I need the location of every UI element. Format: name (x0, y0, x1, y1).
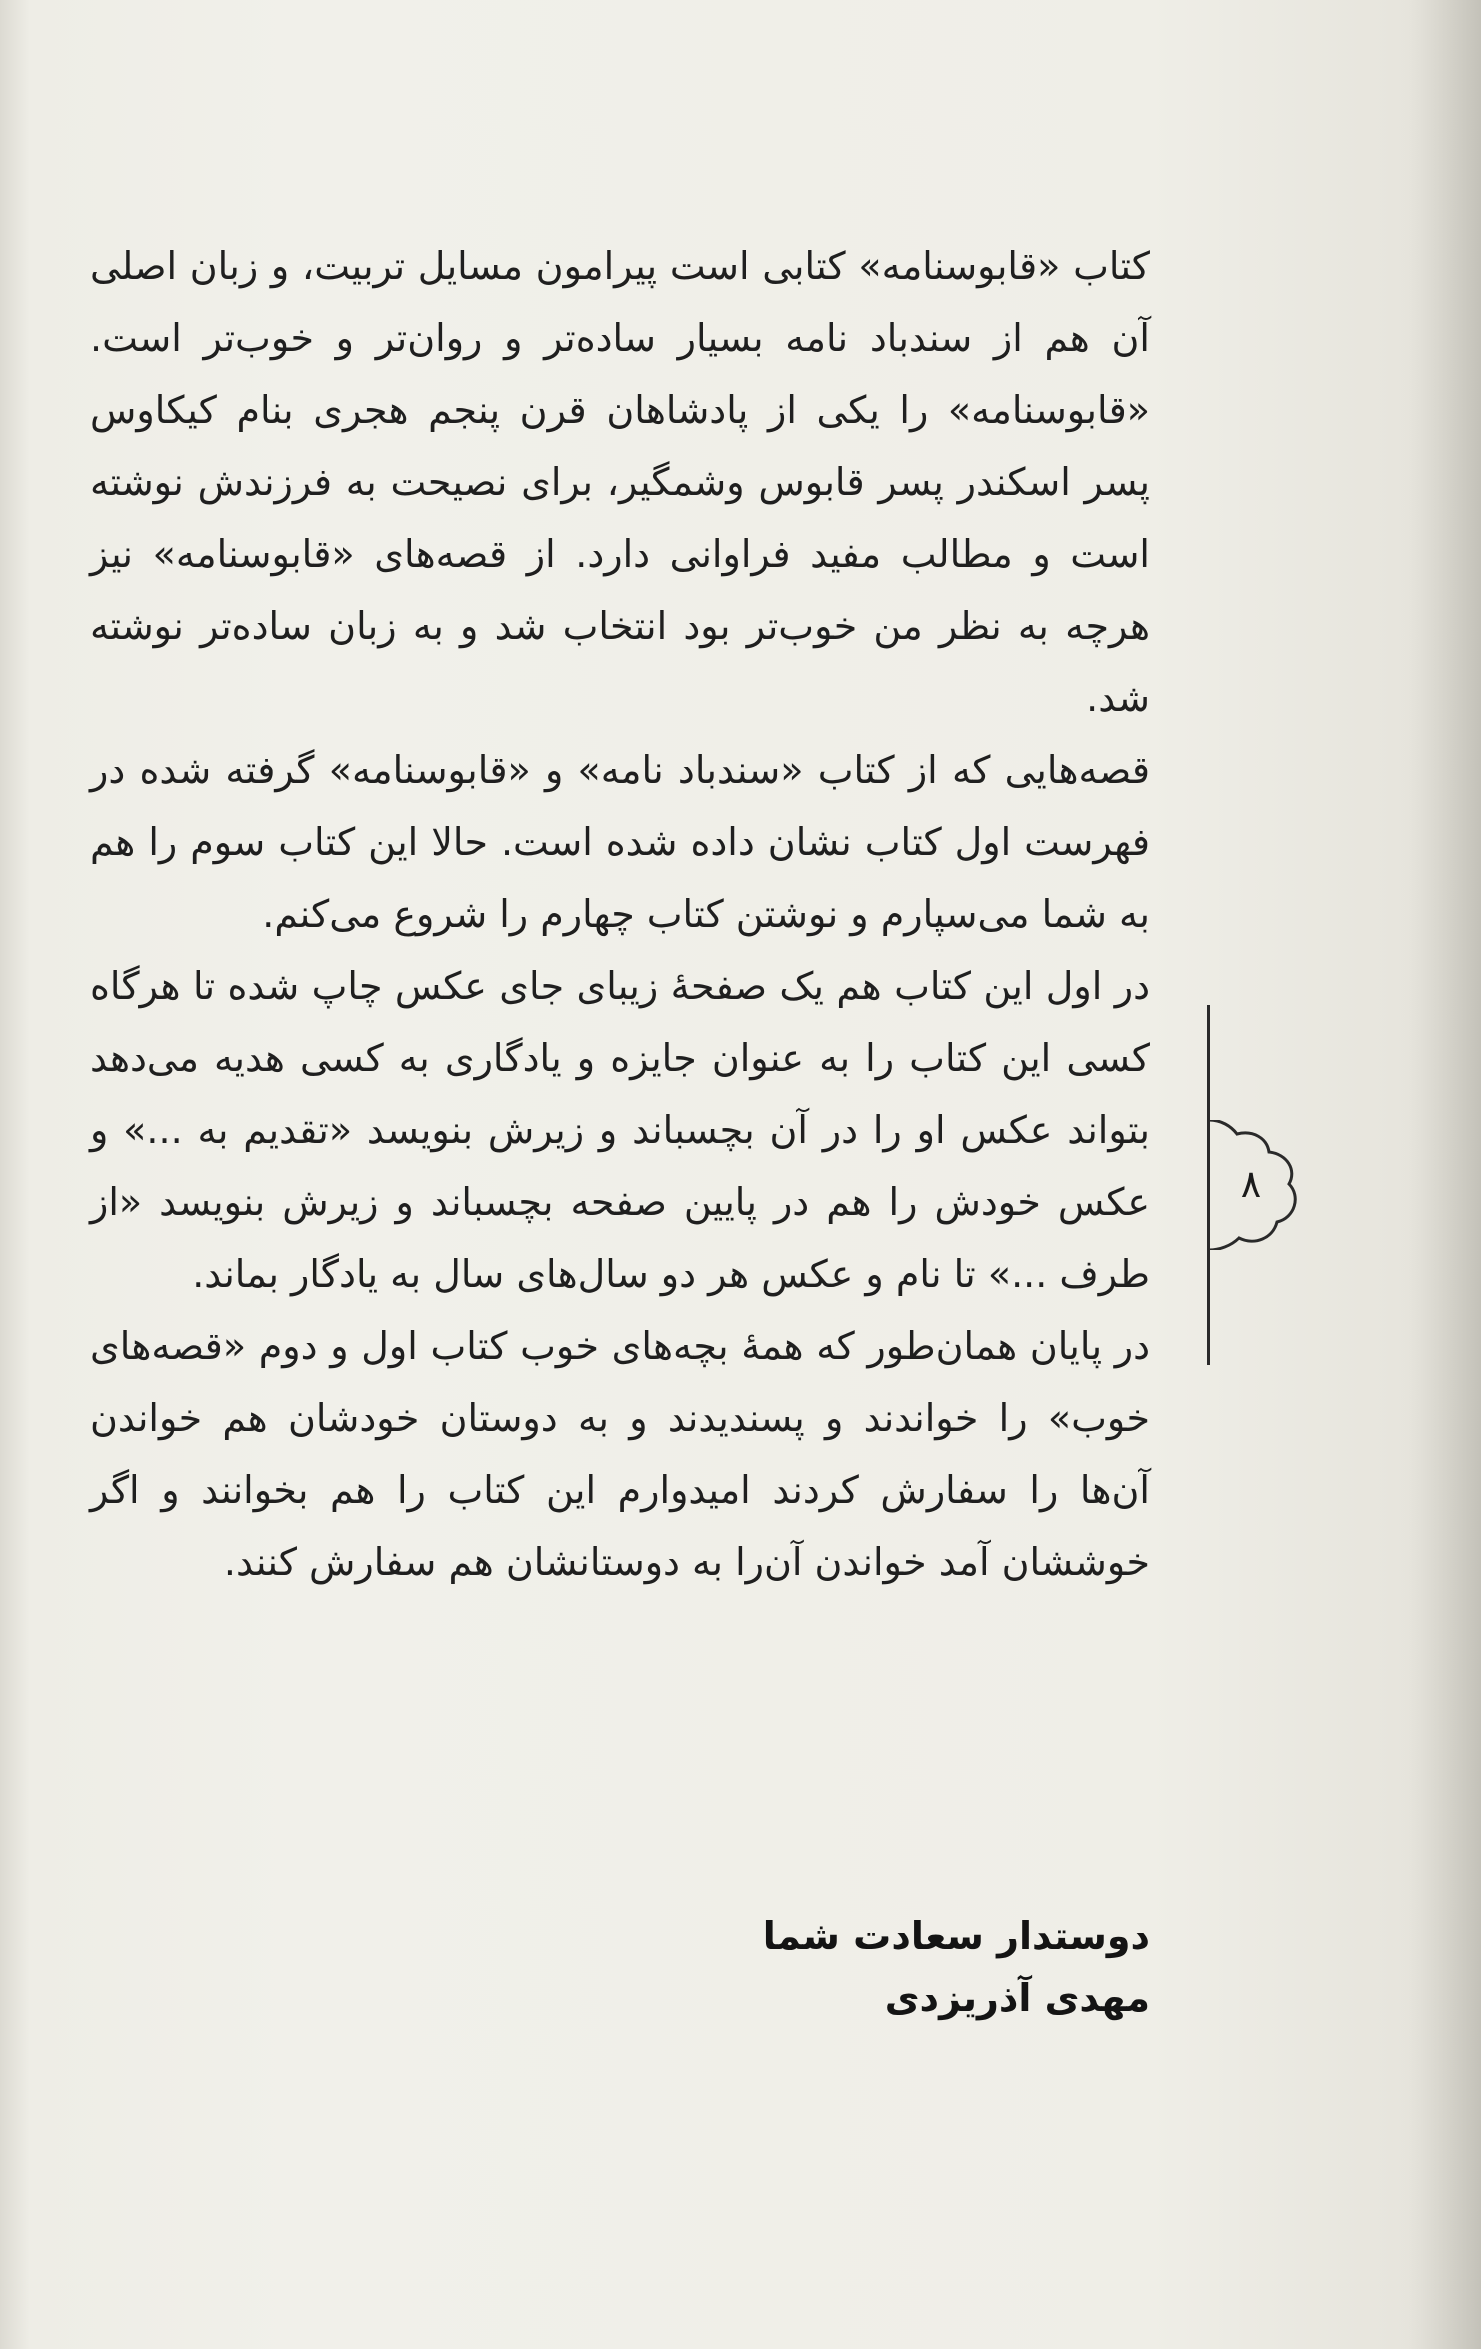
signature-author: مهدی آذریزدی (884, 1976, 1150, 2020)
body-text (90, 230, 1150, 1598)
paragraph-1: کتاب «قابوسنامه» کتابی است پیرامون مسایل تربیت، و زبان اصلی آن هم از سندباد نامه بسیار ساده‌تر و روان‌تر و خوب‌تر است. «قابوسنامه» را یکی از پادشاهان قرن پنجم هجری بنام کیکاوس پسر اسکندر پسر قابوس وشمگیر، برای نصیحت به فرزندش نوشته است و مطالب مفید فراوانی دارد. از قصه‌های «قابوسنامه» نیز هرچه به نظر من خوب‌تر بود انتخاب شد و به زبان ساده‌تر نوشته شد. (90, 244, 1150, 720)
page-edge-shadow (1406, 0, 1481, 2349)
page-number: ۸ (1240, 1162, 1262, 1206)
signature-block (90, 1905, 1150, 2029)
paragraph-2: قصه‌هایی که از کتاب «سندباد نامه» و «قابوسنامه» گرفته شده در فهرست اول کتاب نشان داده شده است. حالا این کتاب سوم را هم به شما می‌سپارم و نوشتن کتاب چهارم را شروع می‌کنم. (90, 748, 1150, 936)
paragraph-4: در پایان همان‌طور که همهٔ بچه‌های خوب کتاب اول و دوم «قصه‌های خوب» را خواندند و پسندیدند و به دوستان خودشان هم خواندن آن‌ها را سفارش کردند امیدوارم این کتاب را هم بخوانند و اگر خوششان آمد خواندن آن‌را به دوستانشان هم سفارش کنند. (90, 1324, 1150, 1584)
signature-closing: دوستدار سعادت شما (762, 1914, 1150, 1958)
paragraph-3: در اول این کتاب هم یک صفحهٔ زیبای جای عکس چاپ شده تا هرگاه کسی این کتاب را به عنوان جایزه و یادگاری به کسی هدیه می‌دهد بتواند عکس او را در آن بچسباند و زیرش بنویسد «تقدیم به ...» و عکس خودش را هم در پایین صفحه بچسباند و زیرش بنویسد «از طرف ...» تا نام و عکس هر دو سال‌های سال به یادگار بماند. (90, 964, 1150, 1296)
